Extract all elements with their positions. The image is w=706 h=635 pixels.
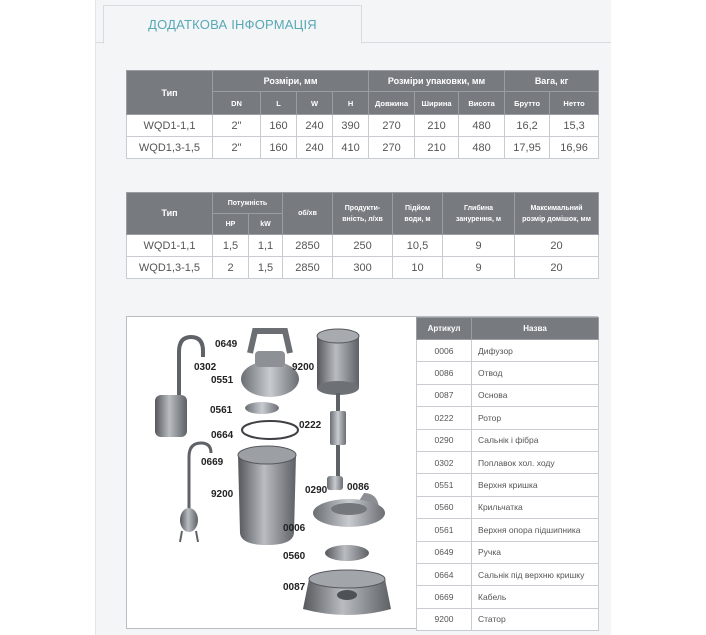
article-cell: 0560 xyxy=(417,496,472,518)
table-row xyxy=(417,541,599,563)
cell: WQD1,3-1,5 xyxy=(127,257,213,279)
cell: 480 xyxy=(459,115,505,137)
name-cell: Крильчатка xyxy=(472,496,599,518)
cell: 410 xyxy=(333,137,369,159)
table-row xyxy=(417,563,599,585)
article-cell: 0222 xyxy=(417,407,472,429)
lift-header xyxy=(393,193,443,235)
tab-additional-info[interactable]: ДОДАТКОВА ІНФОРМАЦІЯ xyxy=(103,5,362,44)
label-0664: 0664 xyxy=(211,430,234,441)
sub-header: Брутто xyxy=(505,92,550,115)
depth-header-line2: занурення, м xyxy=(455,215,502,223)
diffuser-part xyxy=(313,499,385,527)
lift-header-line1: Підйом xyxy=(404,204,431,212)
label-0561: 0561 xyxy=(210,405,233,416)
article-cell: 0302 xyxy=(417,451,472,473)
cell: 17,95 xyxy=(505,137,550,159)
upper-cover-part xyxy=(241,351,299,397)
article-cell: 9200 xyxy=(417,608,472,630)
table-row xyxy=(417,429,599,451)
seal-ring-part xyxy=(242,421,298,439)
label-0222: 0222 xyxy=(299,420,322,431)
cell: 240 xyxy=(297,115,333,137)
max-size-header xyxy=(515,193,599,235)
label-0086: 0086 xyxy=(347,482,370,493)
cell: 15,3 xyxy=(550,115,599,137)
cell: 9 xyxy=(443,257,515,279)
table-row xyxy=(127,115,599,137)
cell: 160 xyxy=(261,115,297,137)
size-group-header: Розміри, мм xyxy=(213,71,369,92)
cell: 2 xyxy=(213,257,249,279)
cell: 1,5 xyxy=(249,257,283,279)
capacity-header-line2: вність, л/хв xyxy=(342,215,383,223)
name-cell: Ручка xyxy=(472,541,599,563)
name-cell: Сальнік і фібра xyxy=(472,429,599,451)
cell: 2850 xyxy=(283,257,333,279)
impeller-part xyxy=(325,545,369,561)
label-0560: 0560 xyxy=(283,551,306,562)
label-0006: 0006 xyxy=(283,523,306,534)
sub-header: W xyxy=(297,92,333,115)
label-0649: 0649 xyxy=(215,339,238,350)
cell: WQD1-1,1 xyxy=(127,235,213,257)
base-part xyxy=(303,570,391,615)
type-header: Тип xyxy=(127,71,213,115)
cell: 16,96 xyxy=(550,137,599,159)
table-row xyxy=(417,474,599,496)
cell: 2" xyxy=(213,115,261,137)
tab-bar xyxy=(95,0,611,43)
sub-header: H xyxy=(333,92,369,115)
cell: WQD1,3-1,5 xyxy=(127,137,213,159)
table-row xyxy=(127,257,599,279)
article-cell: 0087 xyxy=(417,384,472,406)
label-9200-housing: 9200 xyxy=(211,489,234,500)
name-cell: Статор xyxy=(472,608,599,630)
cell: 10 xyxy=(393,257,443,279)
sub-header: Нетто xyxy=(550,92,599,115)
depth-header xyxy=(443,193,515,235)
cell: 210 xyxy=(415,115,459,137)
label-0087: 0087 xyxy=(283,582,306,593)
rpm-header: об/хв xyxy=(283,193,333,235)
dimensions-table xyxy=(126,70,599,159)
handle-part xyxy=(250,331,290,353)
exploded-pump-diagram xyxy=(127,317,416,628)
table-row xyxy=(417,384,599,406)
capacity-header-line1: Продукти- xyxy=(344,204,381,212)
article-cell: 0086 xyxy=(417,362,472,384)
cell: 390 xyxy=(333,115,369,137)
max-size-header-line1: Максимальний xyxy=(530,204,583,212)
article-header: Артикул xyxy=(417,318,472,340)
cell: 16,2 xyxy=(505,115,550,137)
label-0290: 0290 xyxy=(305,485,328,496)
cell: 250 xyxy=(333,235,393,257)
rotor-part xyxy=(330,393,346,483)
cell: 240 xyxy=(297,137,333,159)
depth-header-line1: Глибина xyxy=(463,204,494,212)
table-row xyxy=(417,519,599,541)
parts-table xyxy=(416,317,599,631)
sub-header: DN xyxy=(213,92,261,115)
name-cell: Верхня опора підшипника xyxy=(472,519,599,541)
name-cell: Основа xyxy=(472,384,599,406)
name-cell: Ротор xyxy=(472,407,599,429)
article-cell: 0649 xyxy=(417,541,472,563)
cell: 300 xyxy=(333,257,393,279)
table-row xyxy=(417,586,599,608)
name-cell: Кабель xyxy=(472,586,599,608)
table-row xyxy=(417,407,599,429)
type-header: Тип xyxy=(127,193,213,235)
article-cell: 0669 xyxy=(417,586,472,608)
sub-header: Ширина xyxy=(415,92,459,115)
table-row xyxy=(127,137,599,159)
name-cell: Дифузор xyxy=(472,340,599,362)
name-cell: Отвод xyxy=(472,362,599,384)
name-header: Назва xyxy=(472,318,599,340)
table-row xyxy=(127,235,599,257)
name-cell: Поплавок хол. ходу xyxy=(472,451,599,473)
name-cell: Сальнік під верхню кришку xyxy=(472,563,599,585)
specs-table xyxy=(126,192,599,279)
table-row xyxy=(417,608,599,630)
name-cell: Верхня кришка xyxy=(472,474,599,496)
cell: 160 xyxy=(261,137,297,159)
sub-header: Висота xyxy=(459,92,505,115)
sub-header: L xyxy=(261,92,297,115)
cell: 270 xyxy=(369,137,415,159)
label-0669: 0669 xyxy=(201,457,224,468)
article-cell: 0290 xyxy=(417,429,472,451)
capacity-header xyxy=(333,193,393,235)
stator-part xyxy=(317,329,359,395)
sub-header: Довжина xyxy=(369,92,415,115)
article-cell: 0664 xyxy=(417,563,472,585)
hp-header: HP xyxy=(213,214,249,235)
cell: 10,5 xyxy=(393,235,443,257)
cell: 20 xyxy=(515,235,599,257)
label-0302: 0302 xyxy=(194,362,217,373)
label-0551: 0551 xyxy=(211,375,234,386)
lift-header-line2: води, м xyxy=(404,215,431,223)
cell: 2" xyxy=(213,137,261,159)
cell: 210 xyxy=(415,137,459,159)
cell: 1,5 xyxy=(213,235,249,257)
weight-group-header: Вага, кг xyxy=(505,71,599,92)
max-size-header-line2: розмір домішок, мм xyxy=(522,215,591,223)
article-cell: 0551 xyxy=(417,474,472,496)
cell: 20 xyxy=(515,257,599,279)
float-switch-part xyxy=(155,337,203,437)
table-row xyxy=(417,496,599,518)
bearing-support-part xyxy=(245,402,279,414)
label-9200-stator: 9200 xyxy=(292,362,315,373)
article-cell: 0561 xyxy=(417,519,472,541)
cell: 1,1 xyxy=(249,235,283,257)
cell: WQD1-1,1 xyxy=(127,115,213,137)
table-row xyxy=(417,340,599,362)
cell: 9 xyxy=(443,235,515,257)
seal-part xyxy=(327,476,343,490)
cell: 270 xyxy=(369,115,415,137)
package-group-header: Розміри упаковки, мм xyxy=(369,71,505,92)
table-row xyxy=(417,451,599,473)
cell: 2850 xyxy=(283,235,333,257)
cell: 480 xyxy=(459,137,505,159)
table-row xyxy=(417,362,599,384)
power-header: Потужність xyxy=(213,193,283,214)
kw-header: kW xyxy=(249,214,283,235)
article-cell: 0006 xyxy=(417,340,472,362)
